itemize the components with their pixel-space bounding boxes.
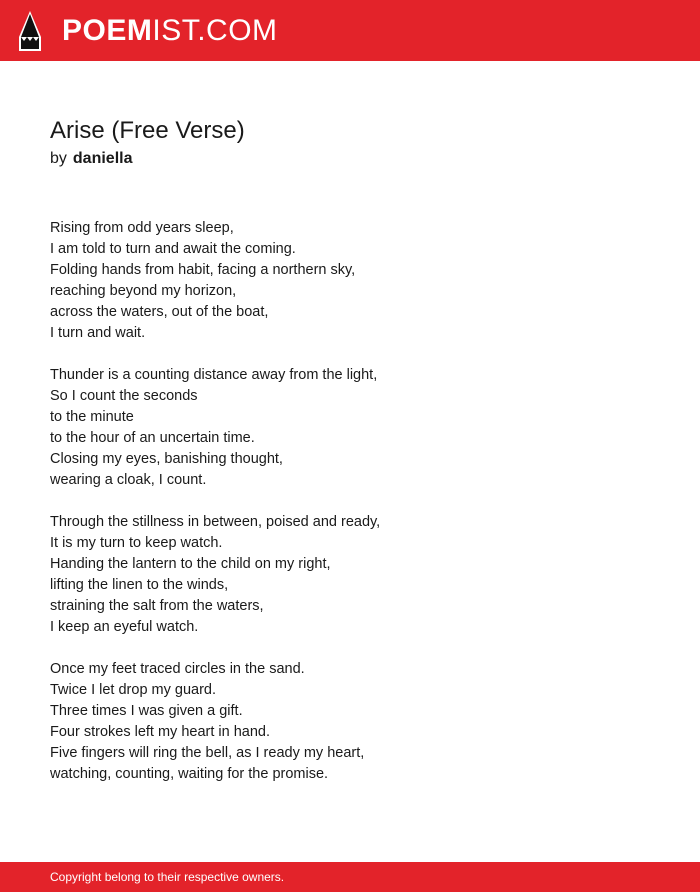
poem-line: Thunder is a counting distance away from the light, (50, 367, 378, 383)
poem-line: I keep an eyeful watch. (50, 619, 199, 635)
pencil-tip-icon (18, 11, 42, 51)
poem-line: Through the stillness in between, poised and ready, (50, 514, 381, 530)
author-name: daniella (72, 150, 133, 167)
poem-line: Handing the lantern to the child on my right, (50, 556, 331, 572)
byline (50, 148, 132, 170)
stanza-2 (50, 365, 670, 491)
poem-line: lifting the linen to the winds, (50, 577, 229, 593)
poem-line: I am told to turn and await the coming. (50, 241, 296, 257)
poem-line: I turn and wait. (50, 325, 146, 341)
poem-line: Three times I was given a gift. (50, 703, 243, 719)
poem-line: Four strokes left my heart in hand. (50, 724, 271, 740)
poem-line: Closing my eyes, banishing thought, (50, 451, 283, 467)
poem-line: Twice I let drop my guard. (50, 682, 217, 698)
stanza-4 (50, 659, 670, 785)
poem-line: to the minute (50, 409, 134, 425)
stanza-3 (50, 512, 670, 638)
site-header (0, 0, 700, 61)
poem-line: across the waters, out of the boat, (50, 304, 269, 320)
poem-line: Five fingers will ring the bell, as I ready my heart, (50, 745, 365, 761)
poem-line: Once my feet traced circles in the sand. (50, 661, 305, 677)
poem-line: It is my turn to keep watch. (50, 535, 223, 551)
poem-line: Rising from odd years sleep, (50, 220, 234, 236)
stanza-1 (50, 218, 670, 344)
poem-line: Folding hands from habit, facing a northern sky, (50, 262, 356, 278)
poem-line: So I count the seconds (50, 388, 198, 404)
poem-line: watching, counting, waiting for the promise. (50, 766, 329, 782)
poem-line: reaching beyond my horizon, (50, 283, 237, 299)
site-footer (0, 862, 700, 892)
logo-light-text: IST.COM (152, 14, 278, 47)
poem-line: to the hour of an uncertain time. (50, 430, 255, 446)
poem-line: wearing a cloak, I count. (50, 472, 207, 488)
copyright-text: Copyright belong to their respective owners. (50, 870, 285, 884)
site-logo-link[interactable] (62, 12, 278, 50)
poem-line: straining the salt from the waters, (50, 598, 264, 614)
poem-title: Arise (Free Verse) (50, 117, 245, 144)
by-label: by (50, 150, 67, 167)
poem-body (50, 218, 670, 806)
logo-bold-text: POEM (62, 14, 153, 47)
